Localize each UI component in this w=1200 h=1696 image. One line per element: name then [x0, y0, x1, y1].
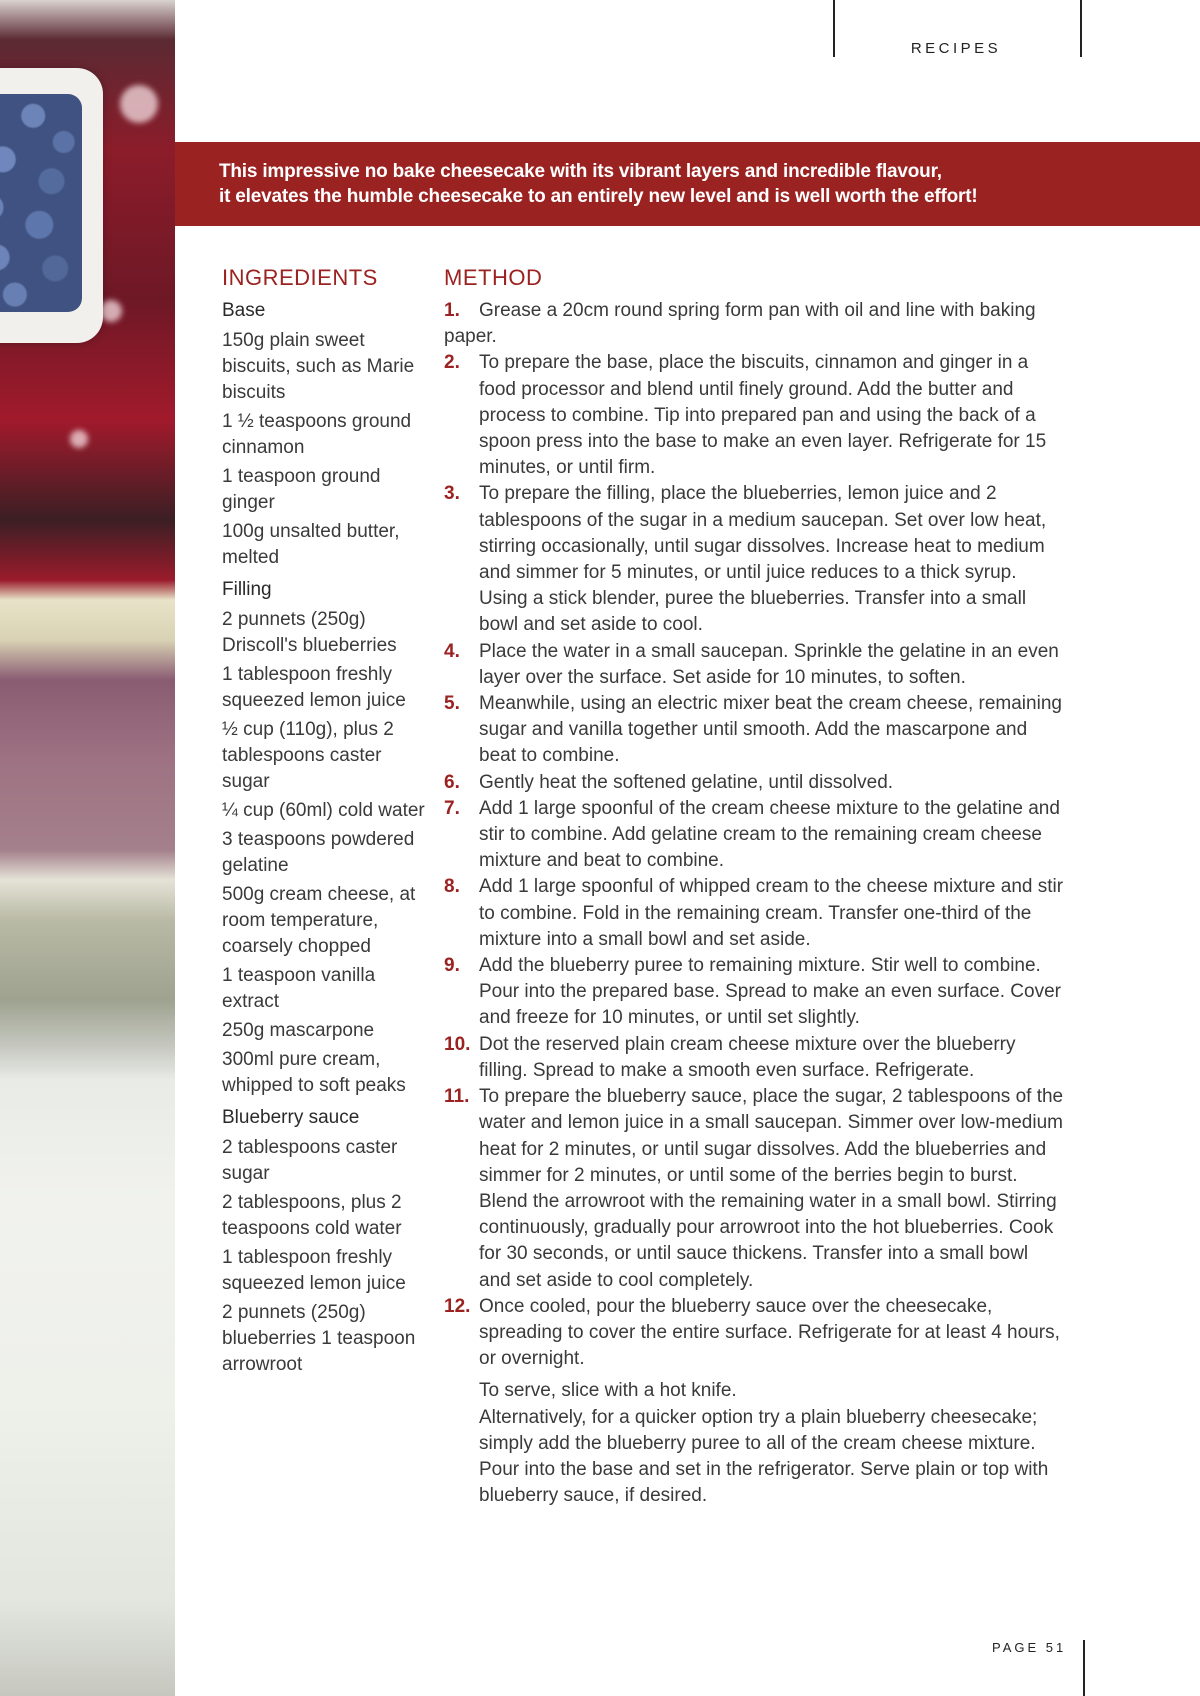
step-text: To prepare the filling, place the blueberries, lemon juice and 2 tablespoons of the sugar in a medium saucepan. Set over low heat, stirring occasionally, until sugar dissolves. Increase heat to medium and simmer for 5 minutes, or until juice reduces to a thick syrup. Using a stick blender, puree the blueberries. Transfer into a small bowl and set aside to cool.: [479, 483, 1047, 636]
footer-rule: [1083, 1640, 1085, 1696]
header-rule-left: [833, 0, 835, 57]
step-number: 8.: [444, 876, 460, 898]
blueberries-image: [0, 94, 82, 312]
photo-bokeh: [120, 85, 158, 123]
ingredient-group: [222, 298, 427, 571]
banner-line-2: it elevates the humble cheesecake to an entirely new level and is well worth the effort!: [219, 186, 978, 207]
step-text: Meanwhile, using an electric mixer beat the cream cheese, remaining sugar and vanilla together until smooth. Add the mascarpone and beat to combine.: [479, 693, 1062, 767]
step-text: Place the water in a small saucepan. Sprinkle the gelatine in an even layer over the surface. Set aside for 10 minutes, to soften.: [479, 640, 1059, 688]
step-number: 6.: [444, 771, 460, 793]
ingredient-item: 100g unsalted butter, melted: [222, 521, 400, 568]
step-number: 4.: [444, 640, 460, 662]
ingredient-groups: [222, 298, 427, 1378]
method-heading: METHOD: [444, 265, 543, 290]
ingredient-item: 250g mascarpone: [222, 1020, 375, 1041]
method-steps: [444, 298, 1064, 1372]
method-step: [444, 691, 1064, 770]
ingredient-group-title: Base: [222, 300, 266, 321]
step-number: 5.: [444, 693, 460, 715]
step-text: Once cooled, pour the blueberry sauce over the cheesecake, spreading to cover the entire surface. Refrigerate for at least 4 hours, or overnight.: [479, 1295, 1060, 1370]
ingredient-item: 2 tablespoons caster sugar: [222, 1137, 398, 1184]
ingredient-item: 1 ½ teaspoons ground cinnamon: [222, 411, 412, 458]
step-number: 1.: [444, 300, 460, 321]
step-number: 2.: [444, 352, 460, 374]
step-number: 3.: [444, 483, 460, 505]
blueberry-cheesecake-photo: [0, 0, 175, 1696]
step-text: To prepare the base, place the biscuits, cinnamon and ginger in a food processor and blend until finely ground. Add the butter and process to combine. Tip into prepared pan and using the back of a spoon press into the base to make an even layer. Refrigerate for 15 minutes, or until firm.: [479, 352, 1047, 479]
method-step: [444, 770, 1064, 796]
step-number: 12.: [444, 1295, 471, 1317]
method-step: [444, 796, 1064, 875]
ingredient-item: 1 teaspoon vanilla extract: [222, 965, 376, 1012]
ingredient-item: 500g cream cheese, at room temperature, coarsely chopped: [222, 884, 416, 957]
serving-note: Alternatively, for a quicker option try a plain blueberry cheesecake; simply add the blueberry puree to all of the cream cheese mixture. Pour into the base and set in the refrigerator. Serve plain or top with blueberry sauce, if desired.: [479, 1406, 1049, 1507]
ingredient-item: 1 teaspoon ground ginger: [222, 466, 381, 513]
method-step: [444, 639, 1064, 691]
method-column: [444, 264, 1064, 1509]
step-text: Gently heat the softened gelatine, until dissolved.: [479, 771, 894, 793]
ingredients-heading: INGREDIENTS: [222, 265, 378, 290]
ingredient-item: 2 punnets (250g) Driscoll's blueberries: [222, 609, 397, 656]
ingredient-item: 150g plain sweet biscuits, such as Marie biscuits: [222, 330, 415, 403]
step-number: 9.: [444, 955, 460, 977]
serving-note: To serve, slice with a hot knife.: [479, 1380, 737, 1402]
step-text: Add the blueberry puree to remaining mixture. Stir well to combine. Pour into the prepared base. Spread to make an even surface. Cover and freeze for 10 minutes, or until set slightly.: [479, 955, 1061, 1029]
page-number: PAGE 51: [992, 1640, 1067, 1655]
blueberry-punnet-image: [0, 68, 103, 343]
method-step: [444, 874, 1064, 953]
ingredient-item: 1 tablespoon freshly squeezed lemon juice: [222, 664, 406, 711]
method-step: [444, 1032, 1064, 1084]
ingredients-column: [222, 264, 427, 1384]
ingredient-item: 2 tablespoons, plus 2 teaspoons cold water: [222, 1192, 402, 1239]
ingredient-group-title: Blueberry sauce: [222, 1107, 360, 1128]
step-number: 11.: [444, 1086, 470, 1108]
step-text: Add 1 large spoonful of the cream cheese mixture to the gelatine and stir to combine. Add gelatine cream to the remaining cream cheese mixture and beat to combine.: [479, 797, 1060, 872]
ingredient-group: [222, 577, 427, 1099]
ingredient-item: 300ml pure cream, whipped to soft peaks: [222, 1049, 406, 1096]
intro-banner: [175, 142, 1200, 226]
method-step: [444, 350, 1064, 481]
ingredient-item: ¼ cup (60ml) cold water: [222, 800, 425, 821]
method-step: [444, 1294, 1064, 1373]
step-text: Add 1 large spoonful of whipped cream to the cheese mixture and stir to combine. Fold in the remaining cream. Transfer one-third of the mixture into a small bowl and set aside.: [479, 876, 1064, 950]
ingredient-item: 3 teaspoons powdered gelatine: [222, 829, 415, 876]
photo-bokeh: [70, 430, 88, 448]
method-step: [444, 1084, 1064, 1294]
ingredient-item: ½ cup (110g), plus 2 tablespoons caster sugar: [222, 719, 394, 792]
section-label: RECIPES: [910, 40, 1002, 57]
step-text: To prepare the blueberry sauce, place the sugar, 2 tablespoons of the water and lemon juice in a small saucepan. Simmer over low-medium heat for 2 minutes, or until sugar dissolves. Add the blueberries and simmer for 2 minutes, or until some of the berries begin to burst. Blend the arrowroot with the remaining water in a small bowl. Stirring continuously, gradually pour arrowroot into the hot blueberries. Cook for 30 seconds, or until sauce thickens. Transfer into a small bowl and set aside to cool completely.: [479, 1086, 1064, 1291]
method-step: [444, 481, 1064, 638]
ingredient-item: 1 tablespoon freshly squeezed lemon juice: [222, 1247, 406, 1294]
serving-notes: [444, 1378, 1064, 1509]
method-step: [444, 298, 1064, 350]
photo-bokeh: [100, 300, 122, 322]
ingredient-group-title: Filling: [222, 579, 272, 600]
header-rule-right: [1080, 0, 1082, 57]
step-text: Dot the reserved plain cream cheese mixture over the blueberry filling. Spread to make a smooth even surface. Refrigerate.: [479, 1033, 1016, 1081]
step-text: Grease a 20cm round spring form pan with oil and line with baking paper.: [444, 300, 1036, 348]
method-step: [444, 953, 1064, 1032]
step-number: 7.: [444, 797, 460, 819]
banner-line-1: This impressive no bake cheesecake with its vibrant layers and incredible flavour,: [219, 161, 942, 182]
ingredient-group: [222, 1105, 427, 1378]
ingredient-item: 2 punnets (250g) blueberries 1 teaspoon arrowroot: [222, 1302, 416, 1375]
step-number: 10.: [444, 1033, 471, 1055]
